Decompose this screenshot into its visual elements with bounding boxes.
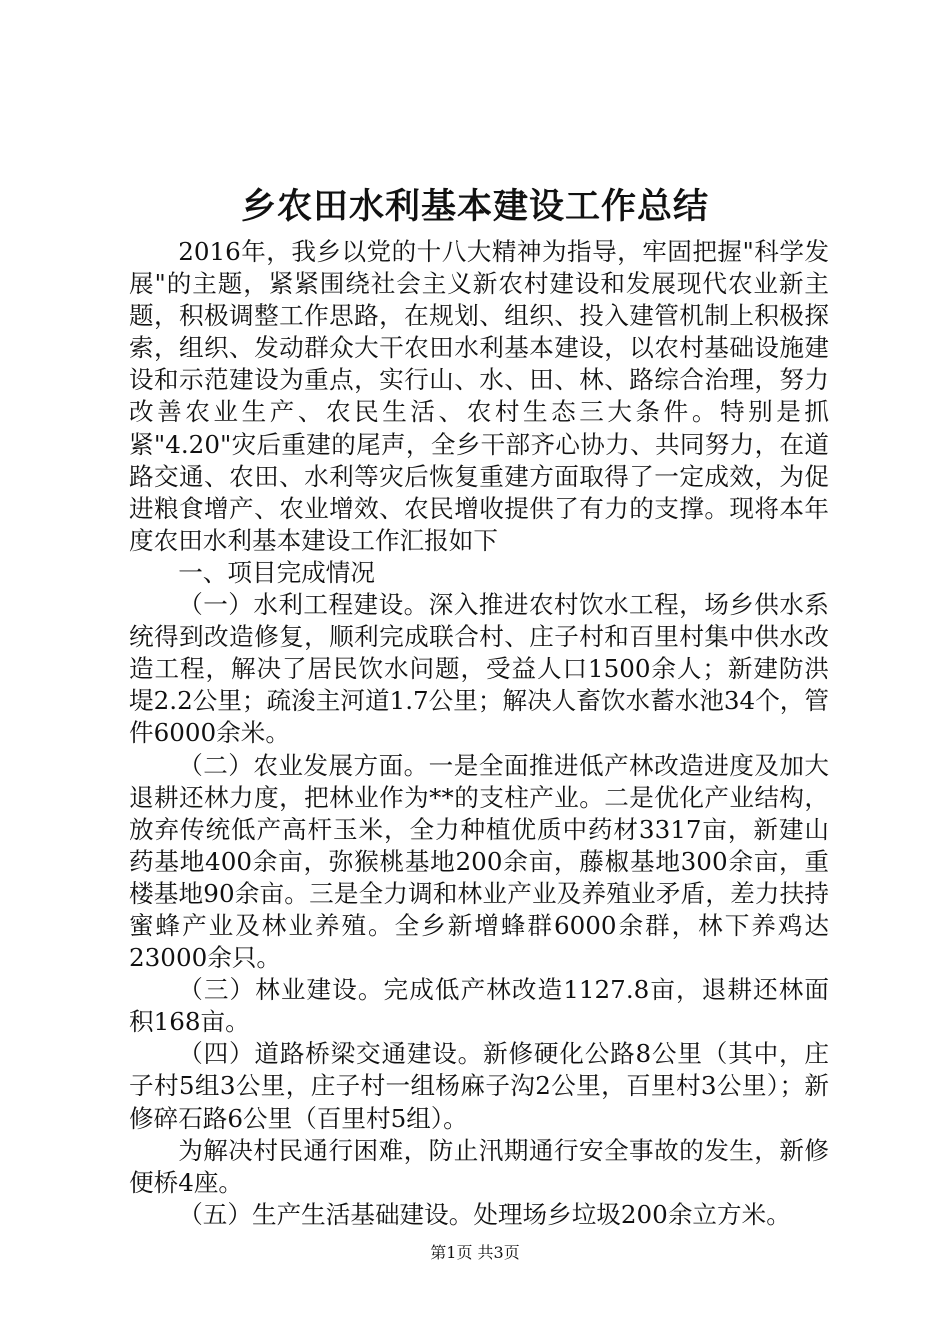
document-title: 乡农田水利基本建设工作总结 — [240, 187, 709, 227]
paragraph-intro: 2016年，我乡以党的十八大精神为指导，牢固把握"科学发展"的主题，紧紧围绕社会主义新农村建设和发展现代农业新主题，积极调整工作思路，在规划、组织、投入建管机制上积极探索，组织、发动群众大干农田水利基本建设，以农村基础设施建设和示范建设为重点，实行山、水、田、林、路综合治理，努力改善农业生产、农民生活、农村生态三大条件。特别是抓紧"4.20"灾后重建的尾声，全乡干部齐心协力、共同努力，在道路交通、农田、水利等灾后恢复重建方面取得了一定成效，为促进粮食增产、农业增效、农民增收提供了有力的支撑。现将本年度农田水利基本建设工作汇报如下 — [129, 237, 829, 555]
paragraph-infrastructure: （五）生产生活基础建设。处理场乡垃圾200余立方米。 — [178, 1199, 791, 1229]
paragraph-water-conservancy: （一）水利工程建设。深入推进农村饮水工程，场乡供水系统得到改造修复，顺利完成联合村、庄子村和百里村集中供水改造工程，解决了居民饮水问题，受益人口1500余人；新建防洪堤2.2公里；疏浚主河道1.7公里；解决人畜饮水蓄水池34个，管件6000余米。 — [129, 590, 829, 748]
paragraph-forestry: （三）林业建设。完成低产林改造1127.8亩，退耕还林面积168亩。 — [129, 975, 829, 1037]
section-heading-project-completion: 一、项目完成情况 — [178, 557, 375, 587]
paragraph-bridges: 为解决村民通行困难，防止汛期通行安全事故的发生，新修便桥4座。 — [129, 1135, 829, 1197]
page-footer: 第1页 共3页 — [430, 1243, 520, 1262]
paragraph-roads-bridges: （四）道路桥梁交通建设。新修硬化公路8公里（其中，庄子村5组3公里，庄子村一组杨麻子沟2公里，百里村3公里）；新修碎石路6公里（百里村5组）。 — [129, 1039, 829, 1133]
document-body — [129, 236, 829, 1231]
paragraph-agriculture: （二）农业发展方面。一是全面推进低产林改造进度及加大退耕还林力度，把林业作为**的支柱产业。二是优化产业结构，放弃传统低产高杆玉米，全力种植优质中药材3317亩，新建山药基地400余亩，弥猴桃基地200余亩，藤椒基地300余亩，重楼基地90余亩。三是全力调和林业产业及养殖业矛盾，差力扶持蜜蜂产业及林业养殖。全乡新增蜂群6000余群，林下养鸡达23000余只。 — [129, 750, 829, 973]
